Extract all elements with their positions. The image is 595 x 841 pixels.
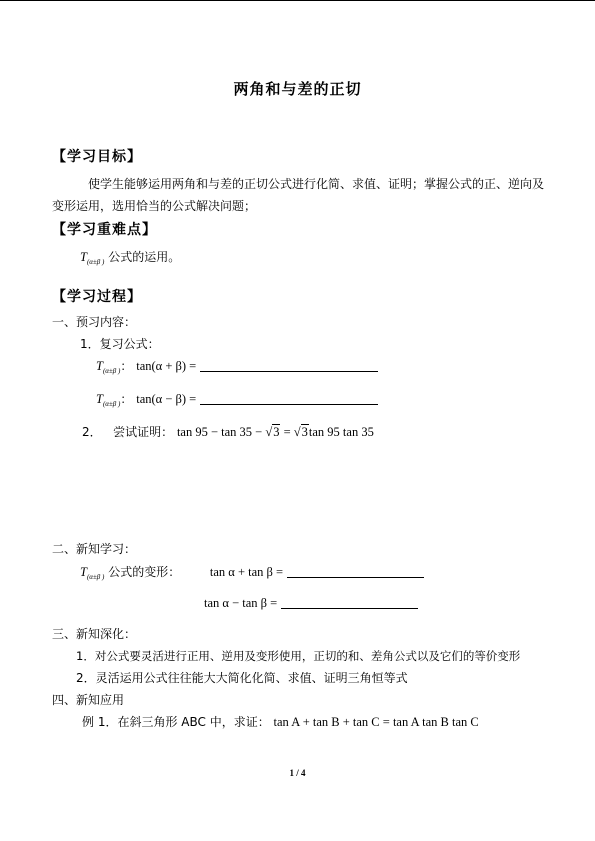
goal-line-2: 变形运用，选用恰当的公式解决问题； xyxy=(52,199,257,213)
preview-item-1: 1．复习公式： xyxy=(80,337,160,351)
goal-line-1: 使学生能够运用两角和与差的正切公式进行化简、求值、证明；掌握公式的正、逆向及 xyxy=(88,177,545,191)
key-point xyxy=(80,249,180,270)
transform-line-1: $T_{(\alpha\pm\beta )}$ 公式的变形： tan α + tan β = xyxy=(80,564,424,585)
page-number: 1 / 4 xyxy=(289,768,306,778)
goal-heading: 【学习目标】 xyxy=(52,149,142,165)
example-1: 例 1．在斜三角形 ABC 中，求证： tan A + tan B + tan C = tan A tan B tan C xyxy=(82,715,479,729)
formula-tan-minus: $T_{(\alpha\pm\beta )}$： tan(α − β) = xyxy=(96,391,378,412)
preview-label: 一、预习内容： xyxy=(52,315,137,329)
tan-minus-expression: tan(α − β) = xyxy=(136,392,197,406)
key-heading: 【学习重难点】 xyxy=(52,222,157,238)
page-top-border xyxy=(0,0,595,1)
proof-formula: tan 95 − tan 35 − √3 = √3tan 95 tan 35 xyxy=(176,425,374,439)
apply-label: 四、新知应用 xyxy=(52,693,125,707)
T-symbol: $T_{(\alpha\pm\beta )}$ xyxy=(80,250,105,266)
preview-item-2: 2． 尝试证明： tan 95 − tan 35 − √3 = √3tan 95 tan 35 xyxy=(82,425,374,439)
key-text: 公式的运用。 xyxy=(108,250,181,264)
deepen-point-2: 2．灵活运用公式往往能大大简化化简、求值、证明三角恒等式 xyxy=(76,671,408,685)
page-title: 两角和与差的正切 xyxy=(233,80,362,98)
deepen-label: 三、新知深化： xyxy=(52,627,137,641)
answer-blank-minus[interactable] xyxy=(200,392,378,405)
example-1-formula: tan A + tan B + tan C = tan A tan B tan C xyxy=(273,715,479,729)
transform-line-2 xyxy=(204,595,418,611)
answer-blank-diff[interactable] xyxy=(281,596,418,609)
answer-blank-sum[interactable] xyxy=(287,565,424,578)
tan-diff-expression: tan α − tan β = xyxy=(204,596,278,610)
formula-tan-plus: $T_{(\alpha\pm\beta )}$： tan(α + β) = xyxy=(96,358,378,379)
tan-sum-expression: tan α + tan β = xyxy=(209,565,284,579)
tan-plus-expression: tan(α + β) = xyxy=(136,359,197,373)
process-heading: 【学习过程】 xyxy=(52,289,142,305)
new-learn-label: 二、新知学习： xyxy=(52,542,137,556)
deepen-point-1: 1．对公式要灵活进行正用、逆用及变形使用，正切的和、差角公式以及它们的等价变形 xyxy=(76,649,521,663)
answer-blank-plus[interactable] xyxy=(200,359,378,372)
